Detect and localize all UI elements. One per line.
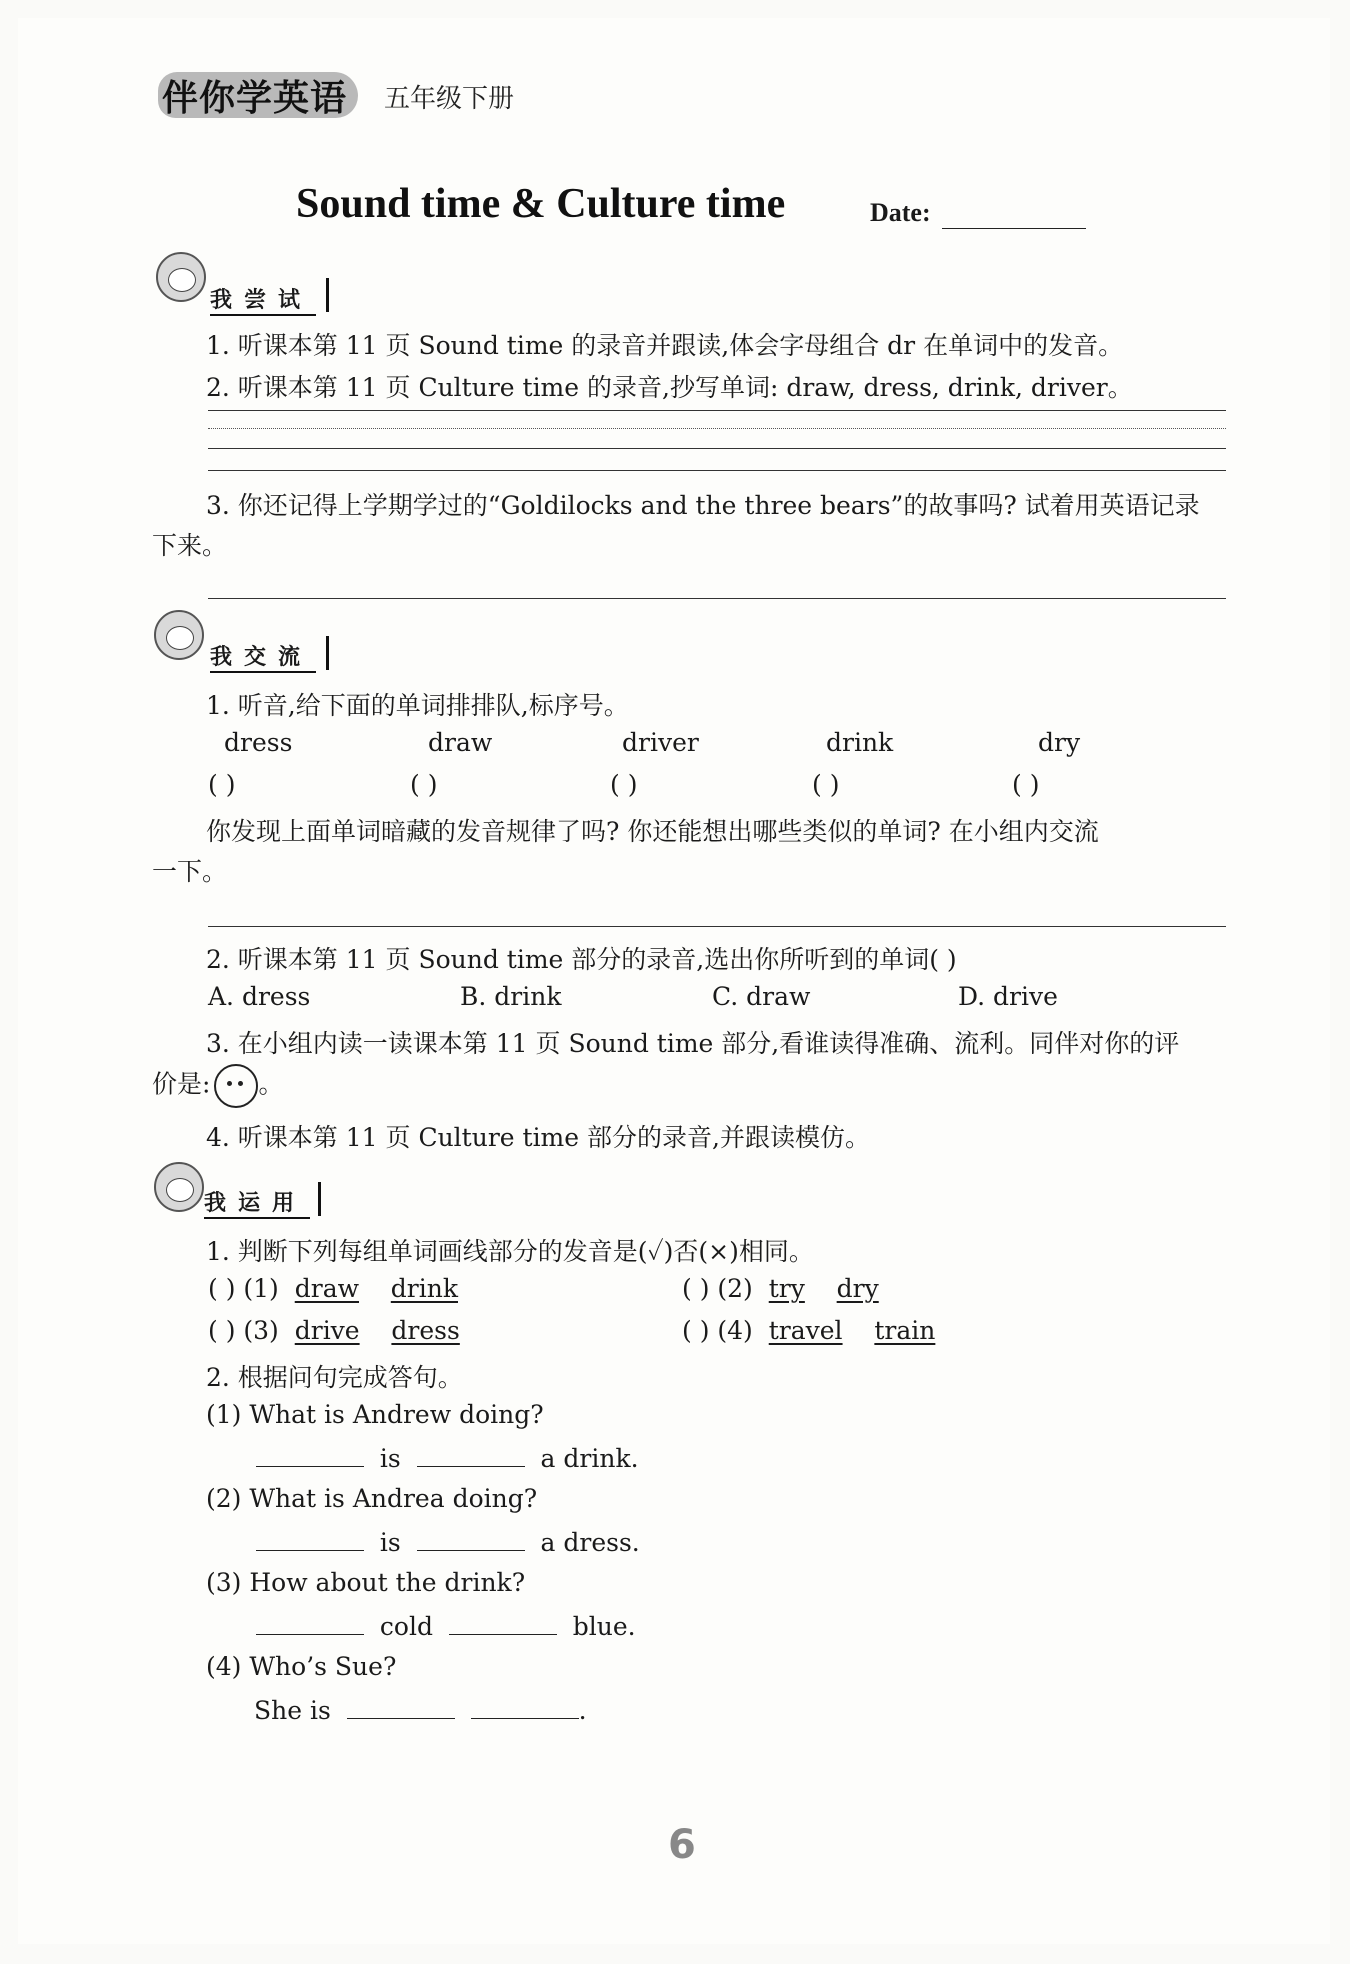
- pair-number[interactable]: ( ) (2): [682, 1274, 753, 1303]
- answer-word: is: [379, 1444, 401, 1473]
- cartoon-girl-icon: [156, 252, 206, 302]
- pair-number[interactable]: ( ) (1): [208, 1274, 279, 1303]
- word-driver: driver: [622, 728, 699, 757]
- peer-rating-end: 。: [258, 1069, 284, 1099]
- word-dry: dry: [1038, 728, 1081, 757]
- pair-number[interactable]: ( ) (3): [208, 1316, 279, 1345]
- section-try-label: 我尝试: [210, 283, 316, 316]
- pair-1: [208, 1274, 458, 1303]
- order-blank-2[interactable]: ( ): [410, 770, 438, 799]
- use-question-2: 2. 根据问句完成答句。: [206, 1363, 463, 1392]
- try-question-3-cont: 下来。: [152, 531, 228, 560]
- pair-word: draw: [294, 1274, 359, 1303]
- answer-blank[interactable]: [471, 1694, 579, 1719]
- pair-word: try: [768, 1274, 805, 1303]
- page-title: Sound time & Culture time: [296, 181, 786, 227]
- answer-word: She is: [254, 1696, 331, 1725]
- date-field[interactable]: [942, 228, 1086, 229]
- order-blank-4[interactable]: ( ): [812, 770, 840, 799]
- section-divider: [326, 278, 329, 312]
- cartoon-girl-icon: [154, 1162, 204, 1212]
- share-followup-cont: 一下。: [152, 857, 228, 886]
- option-c[interactable]: C. draw: [712, 982, 811, 1011]
- answer-word: cold: [379, 1612, 433, 1641]
- answer-blank[interactable]: [256, 1526, 364, 1551]
- qa-answer-3: [256, 1610, 636, 1641]
- option-d[interactable]: D. drive: [958, 982, 1058, 1011]
- answer-word: .: [578, 1696, 587, 1725]
- pair-4: [682, 1316, 935, 1345]
- qa-question-1: (1) What is Andrew doing?: [206, 1400, 544, 1429]
- page-number: 6: [668, 1822, 696, 1868]
- qa-question-2: (2) What is Andrea doing?: [206, 1484, 538, 1513]
- share-question-1: 1. 听音,给下面的单词排排队,标序号。: [206, 691, 629, 720]
- section-share-label: 我交流: [210, 640, 316, 673]
- qa-question-3: (3) How about the drink?: [206, 1568, 526, 1597]
- share-question-3: 3. 在小组内读一读课本第 11 页 Sound time 部分,看谁读得准确、流利。同伴对你的评: [206, 1029, 1180, 1058]
- copy-line-1[interactable]: [208, 410, 1226, 411]
- answer-blank[interactable]: [347, 1694, 455, 1719]
- pair-word: drive: [294, 1316, 360, 1345]
- copy-line-2[interactable]: [208, 448, 1226, 449]
- peer-rating-label: 价是:: [152, 1069, 211, 1099]
- answer-blank[interactable]: [256, 1610, 364, 1635]
- qa-answer-1: [256, 1442, 639, 1473]
- pair-word: travel: [768, 1316, 843, 1345]
- pair-3: [208, 1316, 460, 1345]
- answer-blank[interactable]: [417, 1526, 525, 1551]
- order-blank-5[interactable]: ( ): [1012, 770, 1040, 799]
- pair-word: dress: [391, 1316, 460, 1345]
- answer-blank[interactable]: [417, 1442, 525, 1467]
- order-blank-1[interactable]: ( ): [208, 770, 236, 799]
- word-dress: dress: [224, 728, 293, 757]
- section-use-label: 我运用: [204, 1186, 310, 1219]
- pair-number[interactable]: ( ) (4): [682, 1316, 753, 1345]
- try-question-3: 3. 你还记得上学期学过的“Goldilocks and the three bears”的故事吗? 试着用英语记录: [206, 491, 1200, 520]
- order-blank-3[interactable]: ( ): [610, 770, 638, 799]
- share-answer-line[interactable]: [208, 926, 1226, 927]
- answer-word: a dress.: [540, 1528, 640, 1557]
- word-draw: draw: [428, 728, 493, 757]
- answer-blank[interactable]: [256, 1442, 364, 1467]
- option-b[interactable]: B. drink: [460, 982, 562, 1011]
- answer-word: is: [379, 1528, 401, 1557]
- qa-answer-2: [256, 1526, 640, 1557]
- copy-dotted-line: [208, 428, 1226, 429]
- cartoon-boy-icon: [154, 610, 204, 660]
- qa-answer-4: [254, 1694, 587, 1725]
- pair-word: drink: [390, 1274, 458, 1303]
- section-divider: [318, 1182, 321, 1216]
- share-question-4: 4. 听课本第 11 页 Culture time 部分的录音,并跟读模仿。: [206, 1123, 870, 1152]
- share-question-2: 2. 听课本第 11 页 Sound time 部分的录音,选出你所听到的单词( ): [206, 945, 957, 974]
- brand-logo: 伴你学英语: [162, 78, 348, 119]
- use-question-1: 1. 判断下列每组单词画线部分的发音是(✓)否(×)相同。: [206, 1237, 814, 1266]
- section-divider: [326, 636, 329, 670]
- pair-2: [682, 1274, 879, 1303]
- word-drink: drink: [826, 728, 894, 757]
- answer-word: blue.: [572, 1612, 636, 1641]
- option-a[interactable]: A. dress: [208, 982, 311, 1011]
- try-question-1: 1. 听课本第 11 页 Sound time 的录音并跟读,体会字母组合 dr 在单词中的发音。: [206, 331, 1124, 360]
- try-question-2: 2. 听课本第 11 页 Culture time 的录音,抄写单词: draw, dress, drink, driver。: [206, 373, 1133, 402]
- answer-word: a drink.: [540, 1444, 639, 1473]
- pair-word: dry: [836, 1274, 879, 1303]
- share-followup: 你发现上面单词暗藏的发音规律了吗? 你还能想出哪些类似的单词? 在小组内交流: [206, 817, 1099, 846]
- grade-label: 五年级下册: [384, 84, 515, 114]
- date-label: Date:: [870, 198, 931, 227]
- copy-line-3[interactable]: [208, 470, 1226, 471]
- pair-word: train: [874, 1316, 936, 1345]
- smiley-face-icon[interactable]: [214, 1064, 258, 1108]
- answer-blank[interactable]: [449, 1610, 557, 1635]
- share-question-3-cont: [152, 1064, 283, 1108]
- story-answer-line[interactable]: [208, 598, 1226, 599]
- qa-question-4: (4) Who’s Sue?: [206, 1652, 397, 1681]
